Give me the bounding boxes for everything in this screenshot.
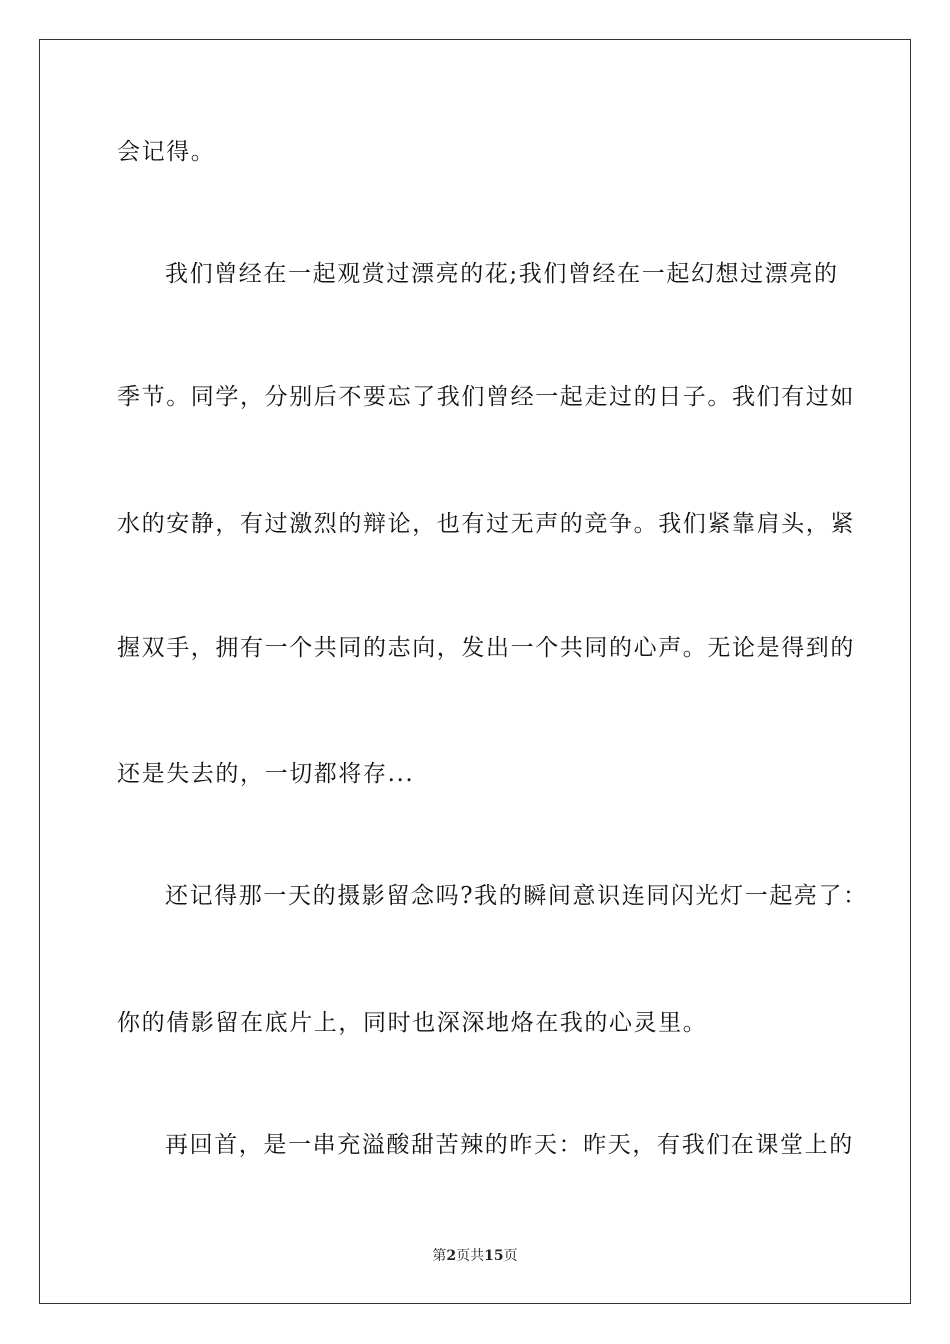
text-line-6: 还是失去的，一切都将存... bbox=[117, 761, 415, 787]
page-footer bbox=[0, 1247, 950, 1265]
text-line-7: 还记得那一天的摄影留念吗?我的瞬间意识连同闪光灯一起亮了： bbox=[165, 883, 868, 909]
text-line-9: 再回首，是一串充溢酸甜苦辣的昨天：昨天，有我们在课堂上的 bbox=[165, 1132, 854, 1158]
text-line-3: 季节。同学，分别后不要忘了我们曾经一起走过的日子。我们有过如 bbox=[117, 384, 855, 410]
text-line-1: 会记得。 bbox=[117, 139, 216, 165]
text-line-8: 你的倩影留在底片上，同时也深深地烙在我的心灵里。 bbox=[117, 1010, 708, 1036]
page-prefix: 第 bbox=[432, 1248, 447, 1264]
page-border bbox=[39, 39, 911, 1304]
page-suffix: 页 bbox=[456, 1248, 471, 1264]
total-suffix: 页 bbox=[503, 1248, 518, 1264]
text-line-4: 水的安静，有过激烈的辩论，也有过无声的竞争。我们紧靠肩头，紧 bbox=[117, 511, 855, 537]
total-prefix: 共 bbox=[470, 1248, 485, 1264]
total-pages: 15 bbox=[484, 1248, 504, 1264]
page-number: 2 bbox=[446, 1248, 457, 1264]
text-line-2: 我们曾经在一起观赏过漂亮的花;我们曾经在一起幻想过漂亮的 bbox=[165, 261, 839, 287]
text-line-5: 握双手，拥有一个共同的志向，发出一个共同的心声。无论是得到的 bbox=[117, 635, 855, 661]
